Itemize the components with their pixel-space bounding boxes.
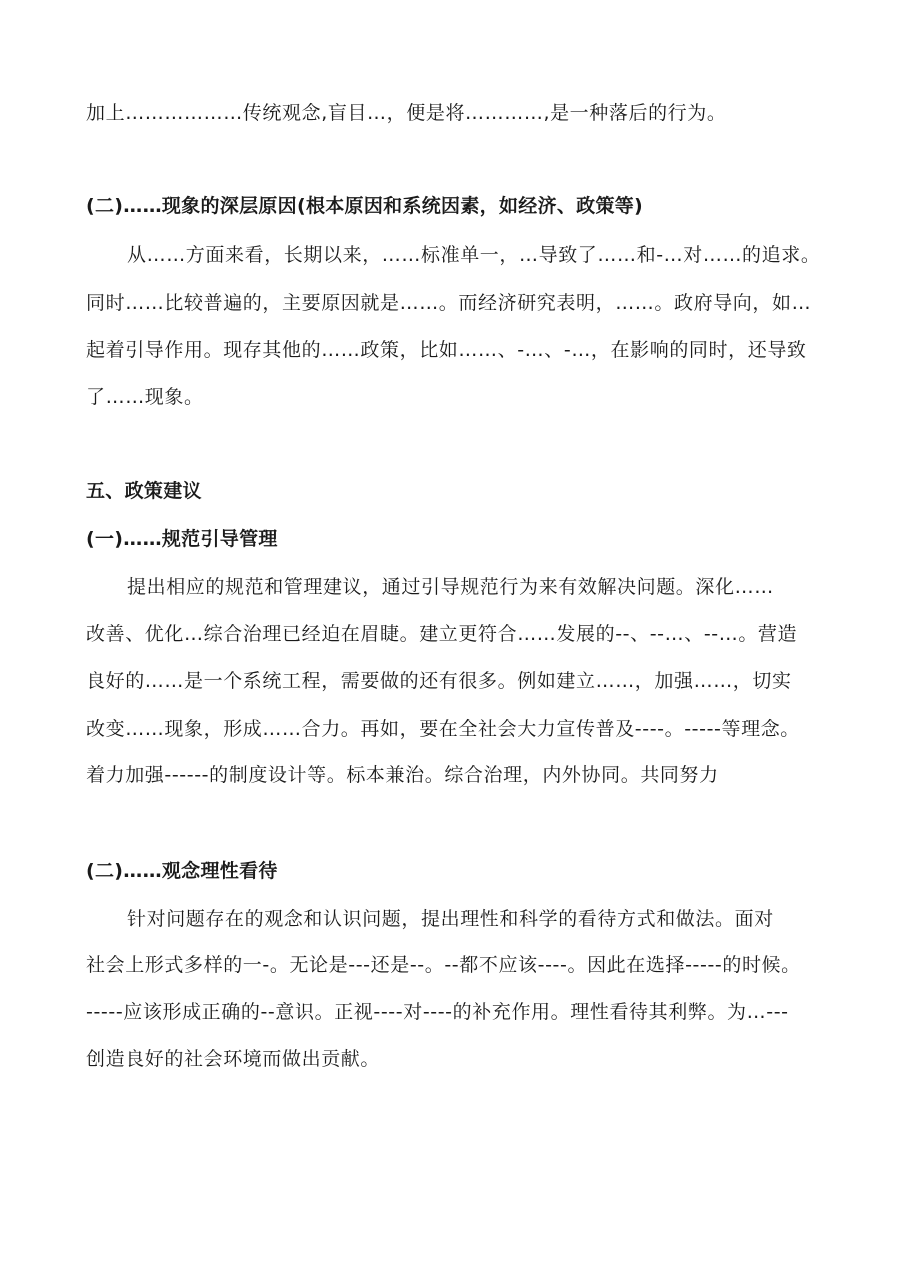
section-heading: (二)……现象的深层原因(根本原因和系统因素，如经济、政策等) [86,195,644,217]
subsection-heading: (一)……规范引导管理 [86,528,278,550]
paragraph-line: 提出相应的规范和管理建议，通过引导规范行为来有效解决问题。深化…… [127,576,774,598]
paragraph-line: 针对问题存在的观念和认识问题，提出理性和科学的看待方式和做法。面对 [127,908,774,930]
paragraph-line: 着力加强------的制度设计等。标本兼治。综合治理，内外协同。共同努力 [86,764,719,786]
subsection-heading: (二)……观念理性看待 [86,860,278,882]
paragraph-line: 改善、优化…综合治理已经迫在眉睫。建立更符合……发展的--、--…、--…。营造 [86,623,798,645]
paragraph-line: 改变……现象，形成……合力。再如，要在全社会大力宣传普及----。-----等理念。 [86,718,800,740]
paragraph-line: 创造良好的社会环境而做出贡献。 [86,1048,381,1070]
paragraph-line: 加上………………传统观念,盲目…，便是将…………,是一种落后的行为。 [86,102,727,124]
paragraph-line: 从……方面来看，长期以来，……标准单一，…导致了……和-…对……的追求。 [127,244,821,266]
paragraph-line: 良好的……是一个系统工程，需要做的还有很多。例如建立……，加强……，切实 [86,670,792,692]
paragraph-line: -----应该形成正确的--意识。正视----对----的补充作用。理性看待其利弊。为…--- [86,1001,789,1023]
section-heading: 五、政策建议 [86,480,202,502]
paragraph-line: 起着引导作用。现存其他的……政策，比如……、-…、-…，在影响的同时，还导致 [86,339,807,361]
paragraph-line: 同时……比较普遍的，主要原因就是……。而经济研究表明，……。政府导向，如… [86,292,812,314]
paragraph-line: 社会上形式多样的一-。无论是---还是--。--都不应该----。因此在选择-----的时候。 [86,954,801,976]
paragraph-line: 了……现象。 [86,386,204,408]
